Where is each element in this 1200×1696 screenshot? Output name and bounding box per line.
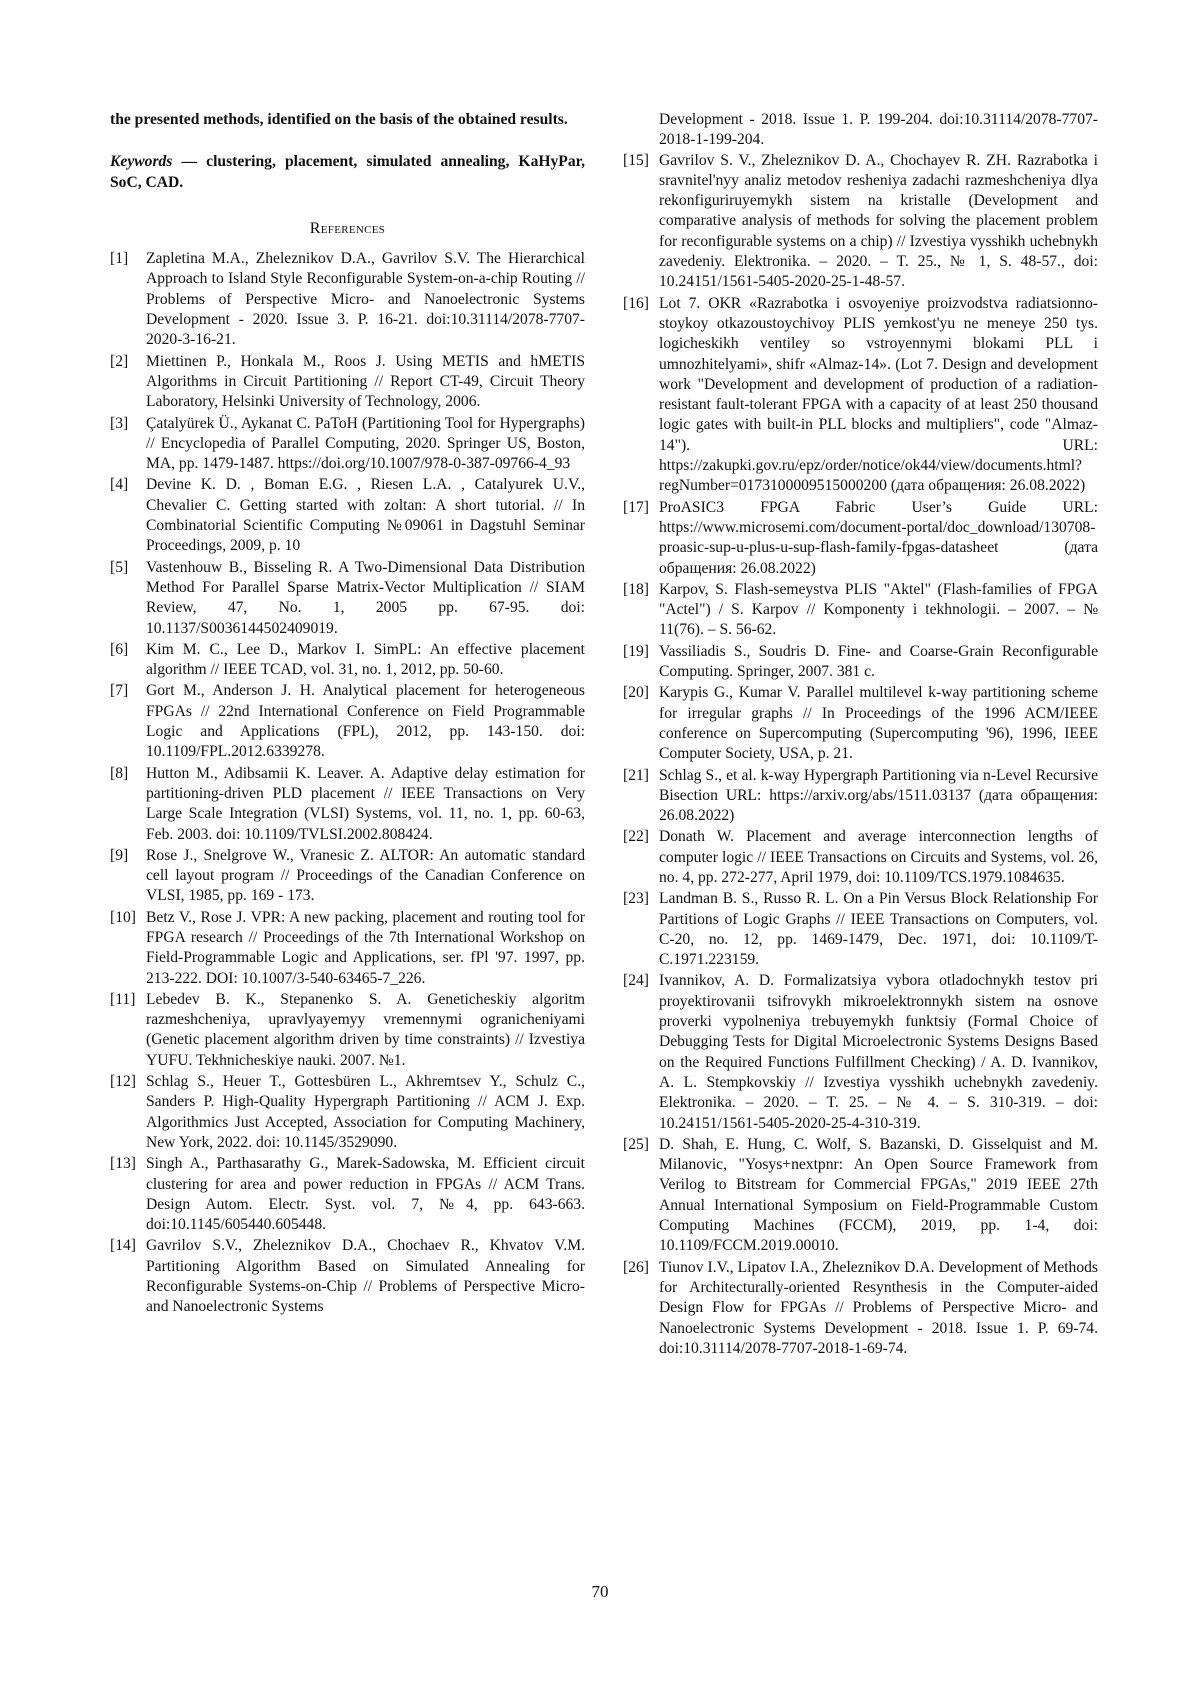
- reference-item: [110, 1236, 585, 1317]
- reference-number: [1]: [110, 250, 129, 268]
- reference-text: Hutton M., Adibsamii K. Leaver. A. Adaptive delay estimation for partitioning-driven PLD placement // IEEE Transactions on Very Large Scale Integration (VLSI) Systems, vol. 11, no. 1, pp. 60-63, Feb. 2003. doi: 10.1109/TVLSI.2002.808424.: [146, 764, 585, 843]
- reference-number: [7]: [110, 682, 129, 700]
- reference-number: [4]: [110, 476, 129, 494]
- reference-text: Karpov, S. Flash-semeystva PLIS "Aktel" (Flash-families of FPGA "Actel") / S. Karpov // Komponenty i tekhnologii. – 2007. – № 11(76). – S. 56-62.: [659, 580, 1098, 639]
- reference-text: Lot 7. OKR «Razrabotka i osvoyeniye proizvodstva radiatsionno-stoykoy otkazoustoychivoy PLIS yemkost'yu ne meneye 250 tys. logicheskikh ventiley so vstroyennymi blokami PLL i umnozhitelyami», shifr «Almaz-14». (Lot 7. Design and development work "Development and development of production of a radiation-resistant fault-tolerant FPGA with a capacity of at least 250 thousand logic gates with built-in PLL blocks and multipliers", code "Almaz-14"). URL: https://zakupki.gov.ru/epz/order/notice/ok44/view/documents.html?regNumber=0173100009515000200 (дата обращения: 26.08.2022): [659, 294, 1098, 495]
- reference-text: Gort M., Anderson J. H. Analytical placement for heterogeneous FPGAs // 22nd International Conference on Field Programmable Logic and Applications (FPL), 2012, pp. 143-150. doi: 10.1109/FPL.2012.6339278.: [146, 682, 585, 761]
- reference-item: [110, 846, 585, 907]
- right-reference-list: [623, 151, 1098, 1360]
- reference-item: [110, 475, 585, 556]
- reference-item: [623, 580, 1098, 641]
- reference-text: Kim M. C., Lee D., Markov I. SimPL: An effective placement algorithm // IEEE TCAD, vol. 31, no. 1, 2012, pp. 50-60.: [146, 640, 585, 679]
- reference-item: [623, 498, 1098, 579]
- reference-text: Karypis G., Kumar V. Parallel multilevel k-way partitioning scheme for irregular graphs // In Proceedings of the 1996 ACM/IEEE conference on Supercomputing (Supercomputing '96), 1996, IEEE Computer Society, USA, p. 21.: [659, 684, 1098, 763]
- reference-number: [6]: [110, 640, 129, 658]
- reference-number: [17]: [623, 498, 649, 516]
- reference-item: [110, 681, 585, 762]
- reference-item: [110, 558, 585, 639]
- reference-text: Çatalyürek Ü., Aykanat C. PaToH (Partitioning Tool for Hypergraphs) // Encyclopedia of Parallel Computing, 2020. Springer US, Boston, MA, pp. 1479-1487. https://doi.org/10.1007/978-0-387-09766-4_93: [146, 414, 585, 473]
- references-heading: References: [309, 219, 386, 237]
- reference-text: Vassiliadis S., Soudris D. Fine- and Coarse-Grain Reconfigurable Computing. Springer, 2007. 381 c.: [659, 642, 1098, 681]
- keywords-label: Keywords: [110, 153, 173, 171]
- keywords: [110, 152, 585, 193]
- left-reference-list: [110, 249, 585, 1317]
- reference-number: [26]: [623, 1258, 649, 1276]
- reference-text: Gavrilov S.V., Zheleznikov D.A., Chochaev R., Khvatov V.M. Partitioning Algorithm Based on Simulated Annealing for Reconfigurable Systems-on-Chip // Problems of Perspective Micro- and Nanoelectronic Systems: [146, 1237, 585, 1316]
- reference-number: [2]: [110, 352, 129, 370]
- reference-number: [11]: [110, 990, 136, 1008]
- reference-text: Vastenhouw B., Bisseling R. A Two-Dimensional Data Distribution Method For Parallel Sparse Matrix-Vector Multiplication // SIAM Review, 47, No. 1, 2005 pp. 67-95. doi: 10.1137/S0036144502409019.: [146, 558, 585, 637]
- reference-number: [23]: [623, 890, 649, 908]
- reference-text: Miettinen P., Honkala M., Roos J. Using METIS and hMETIS Algorithms in Circuit Partitioning // Report CT-49, Circuit Theory Laboratory, Helsinki University of Technology, 2006.: [146, 352, 585, 411]
- reference-number: [3]: [110, 414, 129, 432]
- reference-number: [13]: [110, 1155, 136, 1173]
- reference-item: [110, 1072, 585, 1153]
- reference-number: [14]: [110, 1237, 136, 1255]
- reference-text: Lebedev B. K., Stepanenko S. A. Geneticheskiy algoritm razmeshcheniya, upravlyayemyy vremennymi ogranicheniyami (Genetic placement algorithm driven by time constraints) // Izvestiya YUFU. Tekhnicheskiye nauki. 2007. №1.: [146, 990, 585, 1069]
- reference-number: [25]: [623, 1135, 649, 1153]
- reference-number: [24]: [623, 972, 649, 990]
- reference-text: Gavrilov S. V., Zheleznikov D. A., Chochayev R. ZH. Razrabotka i sravnitel'nyy analiz metodov resheniya zadachi razmeshcheniya dlya rekonfiguriruyemykh sistem na kristalle (Development and comparative analysis of methods for solving the placement problem for reconfigurable systems on a chip) // Izvestiya vysshikh uchebnykh zavedeniy. Elektronika. – 2020. – T. 25., № 1, S. 48-57., doi: 10.24151/1561-5405-2020-25-1-48-57.: [659, 151, 1098, 291]
- reference-text: Tiunov I.V., Lipatov I.A., Zheleznikov D.A. Development of Methods for Architecturally-oriented Resynthesis in the Computer-aided Design Flow for FPGAs // Problems of Perspective Micro- and Nanoelectronic Systems Development - 2018. Issue 1. P. 69-74. doi:10.31114/2078-7707-2018-1-69-74.: [659, 1258, 1098, 1357]
- reference-number: [20]: [623, 684, 649, 702]
- reference-text: Devine K. D. , Boman E.G. , Riesen L.A. , Catalyurek U.V., Chevalier C. Getting started with zoltan: A short tutorial. // In Combinatorial Scientific Computing №09061 in Dagstuhl Seminar Proceedings, 2009, p. 10: [146, 476, 585, 555]
- reference-item: [623, 766, 1098, 827]
- reference-text: Schlag S., et al. k-way Hypergraph Partitioning via n-Level Recursive Bisection URL: https://arxiv.org/abs/1511.03137 (дата обращения: 26.08.2022): [659, 766, 1098, 825]
- reference-item: [110, 764, 585, 845]
- reference-number: [10]: [110, 908, 136, 926]
- reference-item: [623, 151, 1098, 293]
- reference-item: [110, 908, 585, 989]
- reference-number: [8]: [110, 764, 129, 782]
- reference-item: [110, 990, 585, 1071]
- reference-text: Landman B. S., Russo R. L. On a Pin Versus Block Relationship For Partitions of Logic Graphs // IEEE Transactions on Computers, vol. C-20, no. 12, pp. 1469-1479, Dec. 1971, doi: 10.1109/T-C.1971.223159.: [659, 890, 1098, 969]
- abstract-tail: the presented methods, identified on the basis of the obtained results.: [110, 111, 568, 128]
- reference-item: [110, 414, 585, 475]
- page-number: 70: [591, 1582, 609, 1601]
- reference-number: [12]: [110, 1073, 136, 1091]
- reference-text: Betz V., Rose J. VPR: A new packing, placement and routing tool for FPGA research // Proceedings of the 7th International Workshop on Field-Programmable Logic and Applications, ser. fPl '97. 1997, pp. 213-222. DOI: 10.1007/3-540-63465-7_226.: [146, 908, 585, 987]
- reference-item: [623, 827, 1098, 888]
- reference-number: [9]: [110, 846, 129, 864]
- reference-item: [623, 642, 1098, 683]
- reference-text: Schlag S., Heuer T., Gottesbüren L., Akhremtsev Y., Schulz C., Sanders P. High-Quality Hypergraph Partitioning // ACM J. Exp. Algorithmics Just Accepted, Association for Computing Machinery, New York, 2022. doi: 10.1145/3529090.: [146, 1073, 585, 1151]
- reference-item: [623, 1135, 1098, 1257]
- keywords-text: — clustering, placement, simulated annealing, KaHyPar, SoC, CAD.: [110, 153, 585, 191]
- reference-number: [15]: [623, 151, 649, 169]
- reference-number: [21]: [623, 766, 649, 784]
- reference-number: [16]: [623, 294, 649, 312]
- reference-item: [110, 640, 585, 681]
- reference-number: [18]: [623, 580, 649, 598]
- reference-item: [110, 1154, 585, 1235]
- reference-text: D. Shah, E. Hung, C. Wolf, S. Bazanski, D. Gisselquist and M. Milanovic, "Yosys+nextpnr: An Open Source Framework from Verilog to Bitstream for Commercial FPGAs," 2019 IEEE 27th Annual International Symposium on Field-Programmable Custom Computing Machines (FCCM), 2019, pp. 1-4, doi: 10.1109/FCCM.2019.00010.: [659, 1135, 1098, 1255]
- reference-item: [623, 683, 1098, 764]
- reference-continuation: Development - 2018. Issue 1. P. 199-204. doi:10.31114/2078-7707-2018-1-199-204.: [659, 111, 1098, 149]
- right-column: [623, 110, 1098, 1360]
- reference-text: Rose J., Snelgrove W., Vranesic Z. ALTOR: An automatic standard cell layout program // Proceedings of the Canadian Conference on VLSI, 1985, pp. 169 - 173.: [146, 846, 585, 905]
- reference-text: ProASIC3 FPGA Fabric User’s Guide URL: https://www.microsemi.com/document-portal/doc_download/130708-proasic-sup-u-plus-u-sup-flash-family-fpgas-datasheet (дата обращения: 26.08.2022): [659, 498, 1098, 577]
- reference-number: [5]: [110, 558, 129, 576]
- reference-item: [623, 889, 1098, 970]
- reference-item: [110, 249, 585, 350]
- reference-number: [22]: [623, 828, 649, 846]
- reference-item: [623, 294, 1098, 497]
- reference-item: [623, 971, 1098, 1133]
- reference-item: [623, 1258, 1098, 1359]
- reference-text: Singh A., Parthasarathy G., Marek-Sadowska, M. Efficient circuit clustering for area and power reduction in FPGAs // ACM Trans. Design Autom. Electr. Syst. vol. 7, №4, pp. 643-663. doi:10.1145/605440.605448.: [146, 1155, 585, 1234]
- reference-text: Zapletina M.A., Zheleznikov D.A., Gavrilov S.V. The Hierarchical Approach to Island Style Reconfigurable System-on-a-chip Routing // Problems of Perspective Micro- and Nanoelectronic Systems Development - 2020. Issue 3. P. 16-21. doi:10.31114/2078-7707-2020-3-16-21.: [146, 250, 585, 349]
- reference-number: [19]: [623, 642, 649, 660]
- reference-text: Donath W. Placement and average interconnection lengths of computer logic // IEEE Transactions on Circuits and Systems, vol. 26, no. 4, pp. 272-277, April 1979, doi: 10.1109/TCS.1979.1084635.: [659, 828, 1098, 886]
- reference-text: Ivannikov, A. D. Formalizatsiya vybora otladochnykh testov pri proyektirovanii tsifrovykh mikroelektronnykh sistem na osnove proverki vypolneniya trebuyemykh funktsiy (Formal Choice of Debugging Tests for Digital Microelectronic Systems Designs Based on the Required Functions Fulfillment Checking) / A. D. Ivannikov, A. L. Stempkovskiy // Izvestiya vysshikh uchebnykh zavedeniy. Elektronika. – 2020. – T. 25. – № 4. – S. 310-319. – doi: 10.24151/1561-5405-2020-25-4-310-319.: [659, 972, 1098, 1132]
- reference-item: [110, 352, 585, 413]
- left-column: [110, 110, 585, 1319]
